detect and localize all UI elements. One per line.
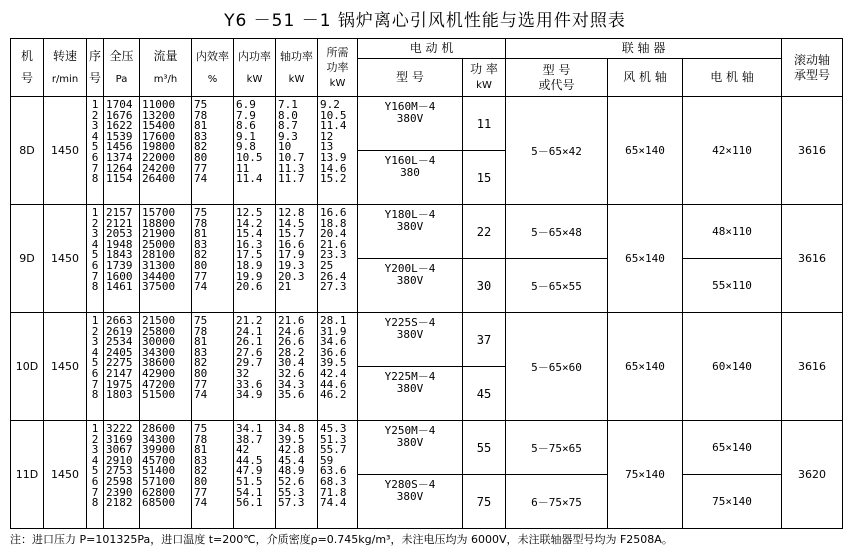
coupling-model-cell: 5－65×42 xyxy=(506,97,608,205)
fan-shaft-cell: 65×140 xyxy=(608,97,683,205)
machine-no-cell: 11D xyxy=(11,421,44,529)
shaft-power-list: 34.8 39.5 42.8 45.4 48.9 52.6 55.3 57.3 xyxy=(276,421,318,529)
header-motor-model: 型 号 xyxy=(358,59,463,97)
page-title: Y6 －51 －1 锅炉离心引风机性能与选用件对照表 xyxy=(224,11,626,31)
speed-cell: 1450 xyxy=(44,97,87,205)
header-coupling-model: 型 号 或代号 xyxy=(506,59,608,97)
required-power-list: 16.6 18.8 20.4 21.6 23.3 25 26.4 27.3 xyxy=(318,205,358,313)
bearing-cell: 3616 xyxy=(782,313,843,421)
machine-no-cell: 9D xyxy=(11,205,44,313)
motor-model-cell: Y225S－4 380V xyxy=(358,313,463,367)
seq-list: 1 2 3 4 5 6 7 8 xyxy=(87,313,104,421)
coupling-model-cell: 5－65×55 xyxy=(506,259,608,313)
motor-power-cell: 55 xyxy=(463,421,506,475)
motor-power-cell: 45 xyxy=(463,367,506,421)
coupling-model-cell: 5－75×65 xyxy=(506,421,608,475)
motor-shaft-cell: 65×140 xyxy=(683,421,782,475)
header-bearing: 滚动轴 承型号 xyxy=(782,39,843,97)
seq-list: 1 2 3 4 5 6 7 8 xyxy=(87,421,104,529)
motor-model-cell: Y160L－4 380 xyxy=(358,151,463,205)
bearing-cell: 3616 xyxy=(782,97,843,205)
motor-shaft-cell: 55×110 xyxy=(683,259,782,313)
header-speed: 转速 r/min xyxy=(44,39,87,97)
inner-power-list: 6.9 7.9 8.6 9.1 9.8 10.5 11 11.4 xyxy=(234,97,276,205)
coupling-model-cell: 5－65×60 xyxy=(506,313,608,421)
header-fan-shaft: 风 机 轴 xyxy=(608,59,683,97)
required-power-list: 28.1 31.9 34.6 36.6 39.5 42.4 44.6 46.2 xyxy=(318,313,358,421)
flow-list: 21500 25800 30000 34300 38600 42900 47200 51500 xyxy=(140,313,192,421)
footnote: 注：进口压力 P=101325Pa，进口温度 t=200℃，介质密度ρ=0.745kg/m³，未注电压均为 6000V，未注联轴器型号均为 F2508A。 xyxy=(10,533,673,546)
table-row xyxy=(11,205,843,259)
header-seq: 序 号 xyxy=(87,39,104,97)
header-pressure: 全压 Pa xyxy=(104,39,140,97)
motor-power-cell: 75 xyxy=(463,475,506,529)
shaft-power-list: 12.8 14.5 15.7 16.6 17.9 19.3 20.3 21 xyxy=(276,205,318,313)
motor-power-cell: 15 xyxy=(463,151,506,205)
seq-list: 1 2 3 4 5 6 7 8 xyxy=(87,97,104,205)
pressure-list: 1704 1676 1622 1539 1456 1374 1264 1154 xyxy=(104,97,140,205)
header-motor-shaft: 电 机 轴 xyxy=(683,59,782,97)
motor-shaft-cell: 75×140 xyxy=(683,475,782,529)
motor-model-cell: Y225M－4 380V xyxy=(358,367,463,421)
header-coupling: 联 轴 器 xyxy=(506,39,782,59)
inner-efficiency-list: 75 78 81 83 82 80 77 74 xyxy=(192,97,234,205)
speed-cell: 1450 xyxy=(44,313,87,421)
header-flow: 流量 m³/h xyxy=(140,39,192,97)
flow-list: 11000 13200 15400 17600 19800 22000 24200 26400 xyxy=(140,97,192,205)
motor-power-cell: 37 xyxy=(463,313,506,367)
inner-efficiency-list: 75 78 81 83 82 80 77 74 xyxy=(192,205,234,313)
motor-power-cell: 22 xyxy=(463,205,506,259)
pressure-list: 3222 3169 3067 2910 2753 2598 2390 2182 xyxy=(104,421,140,529)
machine-no-cell: 10D xyxy=(11,313,44,421)
pressure-list: 2157 2121 2053 1948 1843 1739 1600 1461 xyxy=(104,205,140,313)
header-required-power: 所需 功率 kW xyxy=(318,39,358,97)
fan-shaft-cell: 75×140 xyxy=(608,421,683,529)
inner-efficiency-list: 75 78 81 83 82 80 77 74 xyxy=(192,313,234,421)
header-shaft-power: 轴功率 kW xyxy=(276,39,318,97)
required-power-list: 9.2 10.5 11.4 12 13 13.9 14.6 15.2 xyxy=(318,97,358,205)
table-row xyxy=(11,421,843,475)
motor-shaft-cell: 60×140 xyxy=(683,313,782,421)
shaft-power-list: 21.6 24.6 26.6 28.2 30.4 32.6 34.3 35.6 xyxy=(276,313,318,421)
required-power-list: 45.3 51.3 55.7 59 63.6 68.3 71.8 74.4 xyxy=(318,421,358,529)
inner-power-list: 34.1 38.7 42 44.5 47.9 51.5 54.1 56.1 xyxy=(234,421,276,529)
fan-shaft-cell: 65×140 xyxy=(608,205,683,313)
bearing-cell: 3620 xyxy=(782,421,843,529)
motor-power-cell: 30 xyxy=(463,259,506,313)
motor-model-cell: Y250M－4 380V xyxy=(358,421,463,475)
motor-model-cell: Y180L－4 380V xyxy=(358,205,463,259)
header-inner-power: 内功率 kW xyxy=(234,39,276,97)
motor-model-cell: Y160M－4 380V xyxy=(358,97,463,151)
motor-shaft-cell: 48×110 xyxy=(683,205,782,259)
motor-model-cell: Y200L－4 380V xyxy=(358,259,463,313)
machine-no-cell: 8D xyxy=(11,97,44,205)
shaft-power-list: 7.1 8.0 8.7 9.3 10 10.7 11.3 11.7 xyxy=(276,97,318,205)
table-row xyxy=(11,313,843,367)
seq-list: 1 2 3 4 5 6 7 8 xyxy=(87,205,104,313)
coupling-model-cell: 5－65×48 xyxy=(506,205,608,259)
inner-efficiency-list: 75 78 81 83 82 80 77 74 xyxy=(192,421,234,529)
header-motor-power: 功 率 kW xyxy=(463,59,506,97)
inner-power-list: 21.2 24.1 26.1 27.6 29.7 32 33.6 34.9 xyxy=(234,313,276,421)
fan-shaft-cell: 65×140 xyxy=(608,313,683,421)
header-machine-no: 机 号 xyxy=(11,39,44,97)
motor-model-cell: Y280S－4 380V xyxy=(358,475,463,529)
fan-performance-table xyxy=(10,38,843,529)
motor-shaft-cell: 42×110 xyxy=(683,97,782,205)
bearing-cell: 3616 xyxy=(782,205,843,313)
flow-list: 15700 18800 21900 25000 28100 31300 34400 37500 xyxy=(140,205,192,313)
speed-cell: 1450 xyxy=(44,421,87,529)
speed-cell: 1450 xyxy=(44,205,87,313)
inner-power-list: 12.5 14.2 15.4 16.3 17.5 18.9 19.9 20.6 xyxy=(234,205,276,313)
coupling-model-cell: 6－75×75 xyxy=(506,475,608,529)
flow-list: 28600 34300 39900 45700 51400 57100 62800 68500 xyxy=(140,421,192,529)
table-row xyxy=(11,97,843,151)
motor-power-cell: 11 xyxy=(463,97,506,151)
header-inner-efficiency: 内效率 % xyxy=(192,39,234,97)
pressure-list: 2663 2619 2534 2405 2275 2147 1975 1803 xyxy=(104,313,140,421)
header-motor: 电 动 机 xyxy=(358,39,506,59)
